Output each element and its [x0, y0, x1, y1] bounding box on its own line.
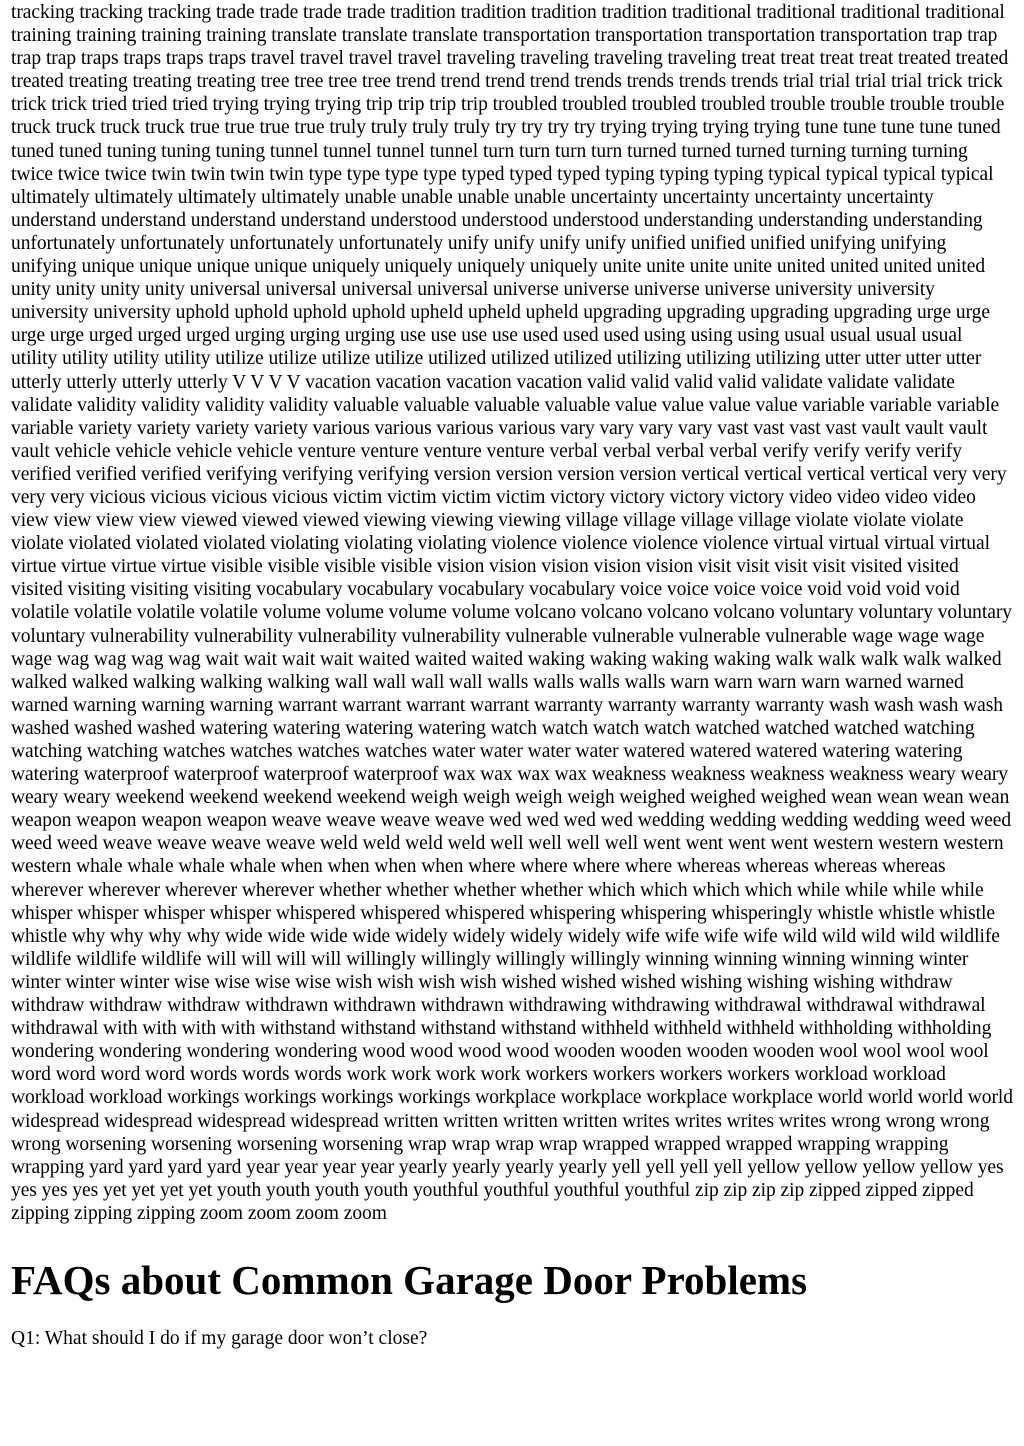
word-list-paragraph: tracking tracking tracking trade trade trade trade tradition tradition tradition tradition traditional traditional traditional traditional training training training training translate translate translate transportation transportation transportation transportation trap trap trap trap traps traps traps traps travel travel travel travel traveling traveling traveling traveling treat treat treat treat treated treated treated treating treating treating tree tree tree tree trend trend trend trend trends trends trends trends trial trial trial trial trick trick trick trick tried tried tried trying trying trying trip trip trip trip troubled troubled troubled troubled trouble trouble trouble trouble truck truck truck truck true true true true truly truly truly truly try try try try trying trying trying trying tune tune tune tune tuned tuned tuned tuning tuning tuning tunnel tunnel tunnel tunnel turn turn turn turn turned turned turned turning turning turning twice twice twice twin twin twin twin type type type type typed typed typed typing typing typing typical typical typical typical ultimately ultimately ultimately ultimately unable unable unable unable uncertainty uncertainty uncertainty uncertainty understand understand understand understand understood understood understood understanding understanding understanding unfortunately unfortunately unfortunately unfortunately unify unify unify unify unified unified unified unifying unifying unifying unique unique unique unique uniquely uniquely uniquely uniquely unite unite unite unite united united united united unity unity unity unity universal universal universal universal universe universe universe universe university university university university uphold uphold uphold uphold upheld upheld upheld upgrading upgrading upgrading upgrading urge urge urge urge urged urged urged urging urging urging use use use use used used used using using using usual usual usual usual utility utility utility utility utilize utilize utilize utilize utilized utilized utilized utilizing utilizing utilizing utter utter utter utter utterly utterly utterly utterly V V V V vacation vacation vacation vacation valid valid valid valid validate validate validate validate validity validity validity validity valuable valuable valuable valuable value value value value variable variable variable variable variety variety variety variety various various various various vary vary vary vary vast vast vast vast vault vault vault vault vehicle vehicle vehicle vehicle venture venture venture venture verbal verbal verbal verbal verify verify verify verify verified verified verified verifying verifying verifying version version version version vertical vertical vertical vertical very very very very vicious vicious vicious vicious victim victim victim victim victory victory victory victory video video video video view view view view viewed viewed viewed viewing viewing viewing village village village village violate violate violate violate violated violated violated violating violating violating violence violence violence violence virtual virtual virtual virtual virtue virtue virtue virtue visible visible visible visible vision vision vision vision vision visit visit visit visit visited visited visited visiting visiting visiting vocabulary vocabulary vocabulary vocabulary voice voice voice voice void void void void volatile volatile volatile volatile volume volume volume volume volcano volcano volcano volcano voluntary voluntary voluntary voluntary vulnerability vulnerability vulnerability vulnerability vulnerable vulnerable vulnerable vulnerable wage wage wage wage wag wag wag wag wait wait wait wait waited waited waited waking waking waking waking walk walk walk walk walked walked walked walking walking walking wall wall wall wall walls walls walls walls warn warn warn warn warned warned warned warning warning warning warrant warrant warrant warrant warranty warranty warranty warranty wash wash wash wash washed washed washed watering watering watering watering watch watch watch watch watched watched watched watching watching watching watches watches watches watches water water water water watered watered watered watering watering watering waterproof waterproof waterproof waterproof wax wax wax wax weakness weakness weakness weakness weary weary weary weary weekend weekend weekend weekend weigh weigh weigh weigh weighed weighed weighed wean wean wean wean weapon weapon weapon weapon weave weave weave weave wed wed wed wed wedding wedding wedding wedding weed weed weed weed weave weave weave weave weld weld weld weld well well well well went went went went western western western western whale whale whale whale when when when when where where where where whereas whereas whereas whereas wherever wherever wherever wherever whether whether whether whether which which which which while while while while whisper whisper whisper whisper whispered whispered whispered whispering whispering whisperingly whistle whistle whistle whistle why why why why wide wide wide wide widely widely widely widely wife wife wife wife wild wild wild wild wildlife wildlife wildlife wildlife will will will will willingly willingly willingly willingly winning winning winning winning winter winter winter winter wise wise wise wise wish wish wish wish wished wished wished wishing wishing wishing withdraw withdraw withdraw withdraw withdrawn withdrawn withdrawn withdrawing withdrawing withdrawal withdrawal withdrawal withdrawal with with with with withstand withstand withstand withstand withheld withheld withheld withholding withholding wondering wondering wondering wondering wood wood wood wood wooden wooden wooden wooden wool wool wool wool word word word word words words words work work work work workers workers workers workers workload workload workload workload workings workings workings workings workplace workplace workplace workplace world world world world widespread widespread widespread widespread written written written written writes writes writes writes wrong wrong wrong wrong worsening worsening worsening worsening wrap wrap wrap wrap wrapped wrapped wrapped wrapping wrapping wrapping yard yard yard yard year year year year yearly yearly yearly yearly yell yell yell yell yellow yellow yellow yellow yes yes yes yes yet yet yet yet youth youth youth youth youthful youthful youthful youthful zip zip zip zip zipped zipped zipped zipping zipping zipping zoom zoom zoom zoom	[11, 2, 1013, 1224]
faq-question: Q1: What should I do if my garage door won’t close?	[11, 1327, 428, 1349]
faq-heading: FAQs about Common Garage Door Problems	[11, 1256, 808, 1303]
